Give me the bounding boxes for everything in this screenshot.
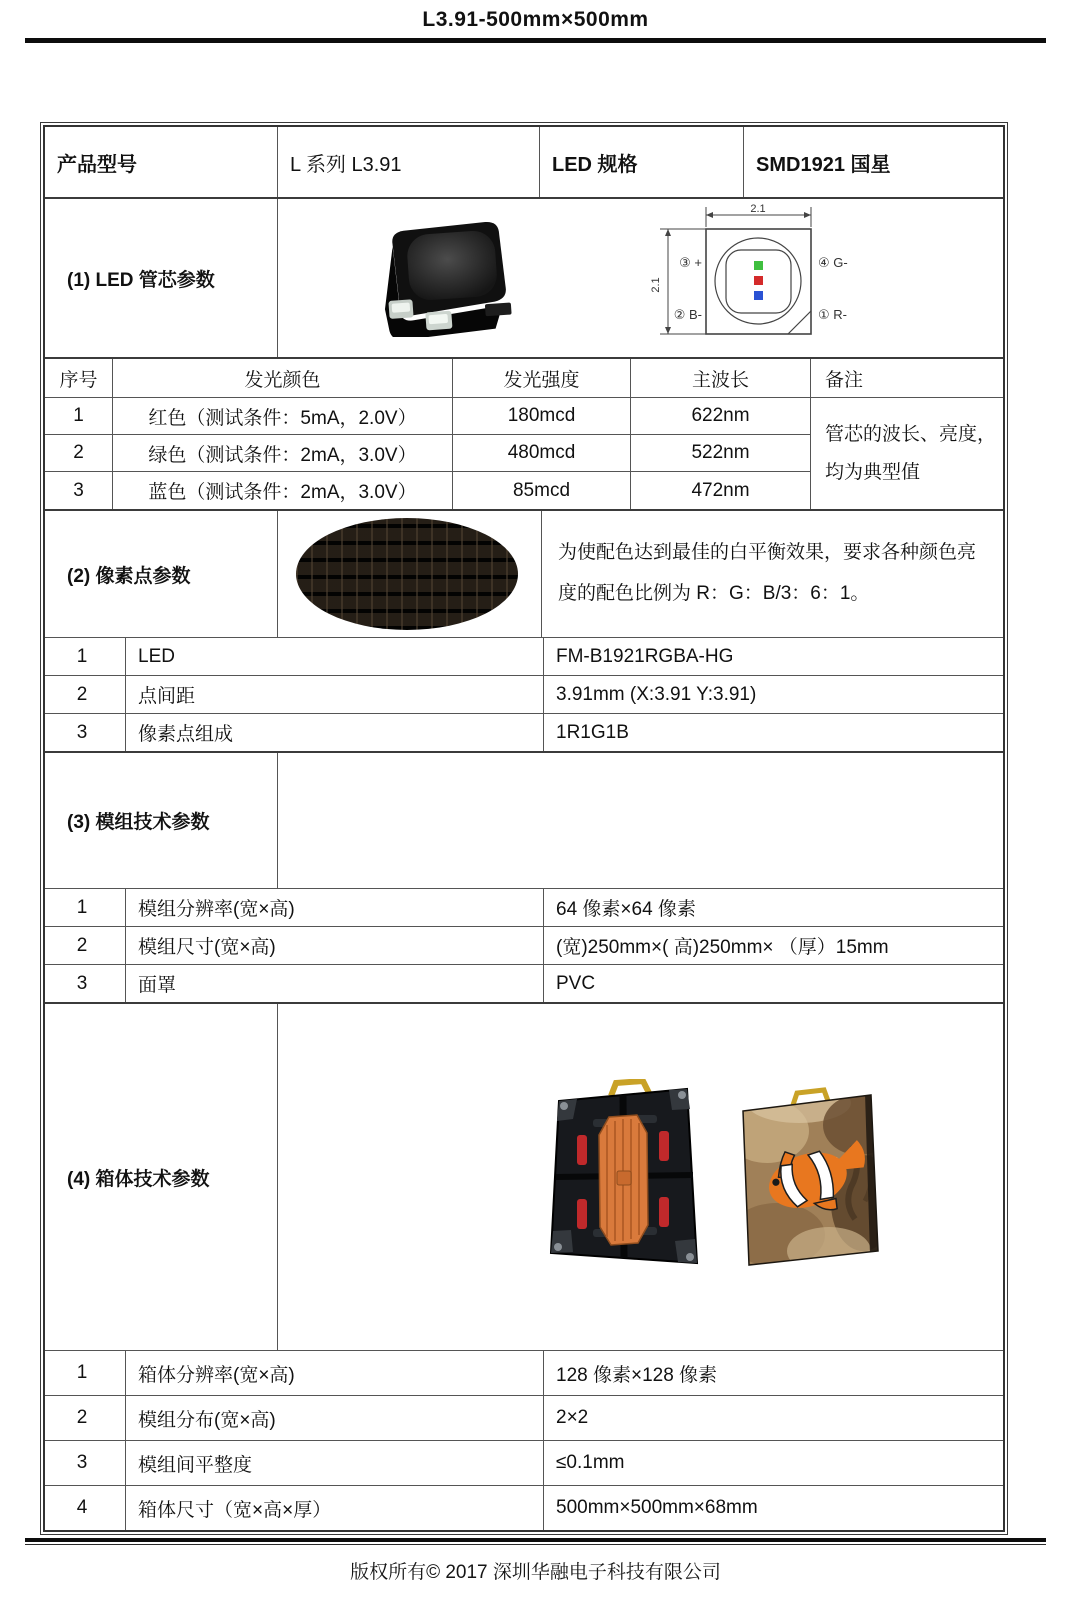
spec-table: [40, 122, 1008, 1535]
table-row: [45, 888, 1003, 926]
row-value: 3.91mm (X:3.91 Y:3.91): [543, 676, 1003, 713]
led-pin-diagram: [602, 203, 920, 353]
led-row-intensity: 85mcd: [452, 471, 630, 509]
row-no: 1: [76, 1362, 88, 1383]
table-row: [45, 675, 1003, 713]
row-no: 3: [76, 721, 88, 743]
section-pixel-row: [45, 509, 1003, 637]
pin-label-1: ① R-: [818, 307, 847, 322]
page-title: L3.91-500mm×500mm: [422, 8, 649, 31]
row-value: 1R1G1B: [543, 714, 1003, 751]
led-row-no: 2: [45, 434, 112, 471]
footer-rule-thin: [25, 1544, 1046, 1545]
row-label: 模组尺寸(宽×高): [125, 927, 543, 964]
section-cabinet-title: (4) 箱体技术参数: [67, 1168, 210, 1190]
table-row: [45, 1485, 1003, 1530]
section-led-content: [277, 199, 1003, 357]
pixel-photo-cell: [277, 511, 541, 637]
product-header-row: [45, 127, 1003, 197]
col-header-no: 序号: [59, 369, 98, 391]
page-header: [0, 0, 1071, 43]
pixel-matrix-photo: [296, 518, 518, 630]
section-cabinet-row: [45, 1002, 1003, 1350]
product-model-value: L 系列 L3.91: [277, 127, 539, 197]
table-row: [45, 1440, 1003, 1485]
led-row-wavelength: 522nm: [630, 434, 810, 471]
table-row: [45, 1350, 1003, 1395]
row-no: 2: [76, 683, 88, 705]
table-row: [45, 1395, 1003, 1440]
led-row-wavelength: 472nm: [630, 471, 810, 509]
row-no: 1: [76, 896, 88, 918]
led-table-remark: 管芯的波长、亮度，均为典型值: [810, 397, 1003, 509]
row-label: 模组分辨率(宽×高): [125, 889, 543, 926]
row-no: 3: [76, 972, 88, 994]
footer-rule-thick: [25, 1538, 1046, 1542]
led-row-color: 绿色（测试条件：2mA，3.0V）: [112, 434, 452, 471]
row-value: PVC: [543, 965, 1003, 1002]
pin-label-4: ④ G-: [818, 255, 848, 270]
led-row-color: 红色（测试条件：5mA，2.0V）: [112, 397, 452, 434]
header-rule: [25, 38, 1046, 43]
cabinet-front-photo: [737, 1083, 887, 1271]
blue-chip: [754, 291, 763, 300]
row-no: 2: [76, 1407, 88, 1428]
table-row: [45, 637, 1003, 675]
row-label: 箱体尺寸（宽×高×厚）: [125, 1486, 543, 1530]
table-row: [45, 926, 1003, 964]
section-led-row: [45, 197, 1003, 357]
product-model-label: 产品型号: [57, 153, 137, 176]
led-row-color: 蓝色（测试条件：2mA，3.0V）: [112, 471, 452, 509]
led-row-intensity: 480mcd: [452, 434, 630, 471]
row-label: 箱体分辨率(宽×高): [125, 1351, 543, 1395]
led-spec-value: SMD1921 国星: [743, 127, 1003, 197]
pixel-note: 为使配色达到最佳的白平衡效果，要求各种颜色亮度的配色比例为 R：G：B/3：6：1。: [541, 511, 1003, 637]
led-row-no: 1: [45, 397, 112, 434]
row-no: 2: [76, 934, 88, 956]
led-row-no: 3: [45, 471, 112, 509]
led-color-table: [45, 357, 1003, 509]
row-label: 面罩: [125, 965, 543, 1002]
row-no: 4: [76, 1497, 88, 1518]
copyright-text: 版权所有© 2017 深圳华融电子科技有限公司: [350, 1562, 721, 1583]
col-header-wavelength: 主波长: [630, 359, 810, 397]
red-chip: [754, 276, 763, 285]
row-no: 1: [76, 645, 88, 667]
row-value: 2×2: [543, 1396, 1003, 1440]
led-row-intensity: 180mcd: [452, 397, 630, 434]
row-value: 64 像素×64 像素: [543, 889, 1003, 926]
section-module-row: [45, 751, 1003, 888]
row-label: LED: [125, 638, 543, 675]
cabinet-back-photo: [537, 1079, 709, 1275]
col-header-remark: 备注: [810, 359, 1003, 397]
section-cabinet-content: [277, 1004, 1003, 1350]
row-value: 500mm×500mm×68mm: [543, 1486, 1003, 1530]
row-label: 模组间平整度: [125, 1441, 543, 1485]
table-row: [45, 964, 1003, 1002]
page-footer: [0, 1538, 1071, 1600]
row-value: (宽)250mm×( 高)250mm× （厚）15mm: [543, 927, 1003, 964]
section-led-title: (1) LED 管芯参数: [67, 269, 215, 291]
row-no: 3: [76, 1452, 88, 1473]
table-row: [45, 713, 1003, 751]
row-value: ≤0.1mm: [543, 1441, 1003, 1485]
led-package-photo: [361, 219, 529, 337]
green-chip: [754, 261, 763, 270]
led-row-wavelength: 622nm: [630, 397, 810, 434]
led-spec-label: LED 规格: [539, 127, 743, 197]
col-header-intensity: 发光强度: [452, 359, 630, 397]
row-label: 像素点组成: [125, 714, 543, 751]
section-module-content: [277, 753, 1003, 888]
row-value: 128 像素×128 像素: [543, 1351, 1003, 1395]
row-label: 点间距: [125, 676, 543, 713]
pin-label-3: ③ +: [679, 255, 702, 270]
svg-text:2.1: 2.1: [750, 203, 766, 215]
svg-text:2.1: 2.1: [650, 277, 662, 293]
section-pixel-title: (2) 像素点参数: [67, 565, 191, 587]
row-label: 模组分布(宽×高): [125, 1396, 543, 1440]
pin-label-2: ② B-: [673, 307, 702, 322]
section-module-title: (3) 模组技术参数: [67, 812, 210, 833]
row-value: FM-B1921RGBA-HG: [543, 638, 1003, 675]
col-header-color: 发光颜色: [112, 359, 452, 397]
